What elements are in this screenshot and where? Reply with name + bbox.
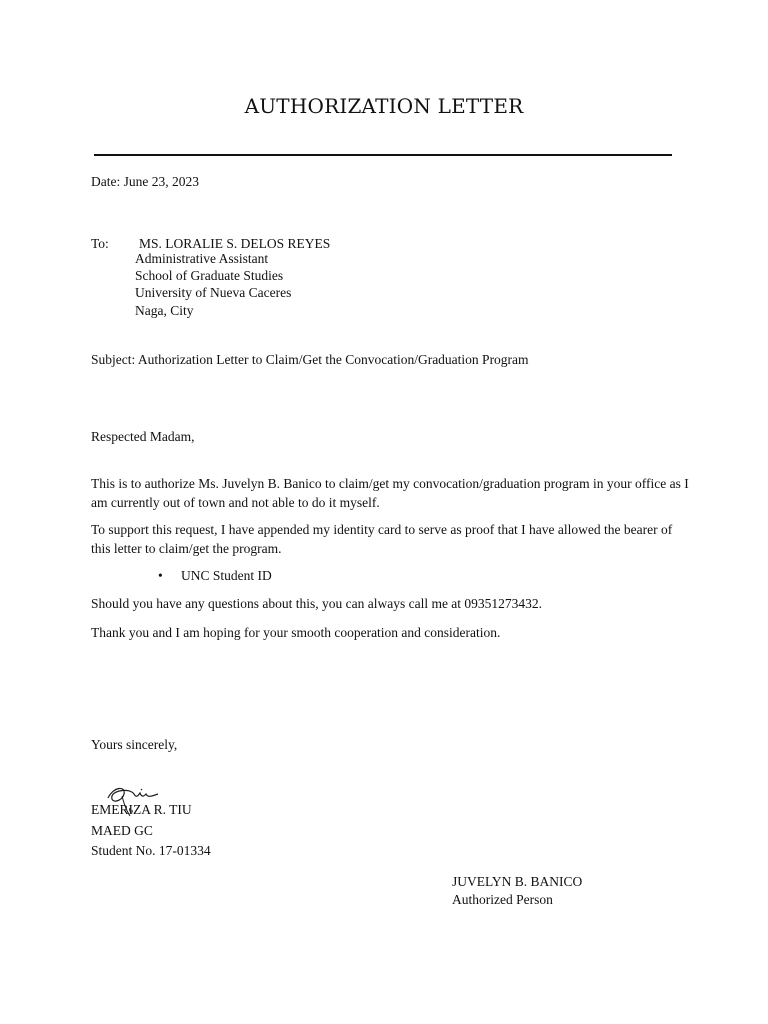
closing: Yours sincerely, — [91, 737, 178, 752]
sender-student-number: Student No. 17-01334 — [91, 843, 211, 858]
recipient-address — [135, 250, 291, 319]
recipient-name: MS. LORALIE S. DELOS REYES — [139, 236, 331, 251]
sender-degree: MAED GC — [91, 822, 153, 838]
bullet-icon: • — [158, 568, 163, 583]
authorized-name: JUVELYN B. BANICO — [452, 874, 583, 889]
subject-line — [91, 352, 529, 368]
paragraph-contact: Should you have any questions about this, you can always call me at 09351273432. — [91, 596, 543, 611]
paragraph-authorization — [91, 474, 691, 512]
subject-text: Authorization Letter to Claim/Get the Convocation/Graduation Program — [137, 352, 529, 367]
recipient-department: School of Graduate Studies — [135, 268, 284, 284]
paragraph-authorization-start: This is to authorize — [91, 476, 199, 491]
bullet-item: UNC Student ID — [181, 568, 272, 583]
subject-label: Subject: — [91, 352, 136, 367]
to-label: To: — [91, 236, 109, 251]
authorized-block — [452, 873, 582, 909]
recipient-position: Administrative Assistant — [135, 251, 269, 266]
salutation: Respected Madam, — [91, 429, 195, 444]
sender-block — [91, 800, 211, 862]
paragraph-support: To support this request, I have appended my identity card to serve as proof that I have allowed the bearer of this letter to claim/get the program. — [91, 522, 673, 556]
recipient-institution: University of Nueva Caceres — [135, 285, 292, 301]
recipient-city: Naga, City — [135, 302, 194, 318]
letter-date: Date: June 23, 2023 — [91, 174, 199, 189]
authorized-name-inline: Ms. Juvelyn B. Banico — [198, 476, 322, 491]
authorized-role: Authorized Person — [452, 892, 553, 907]
paragraph-thanks: Thank you and I am hoping for your smooth cooperation and consideration. — [91, 625, 501, 640]
letter-title: AUTHORIZATION LETTER — [244, 94, 524, 118]
paragraph-authorization-end: to claim/get my convocation/graduation program in your office as I am currently out of town and not able to do it myself. — [91, 476, 689, 510]
title-rule — [94, 154, 672, 156]
sender-name: EMERIZA R. TIU — [91, 802, 192, 817]
